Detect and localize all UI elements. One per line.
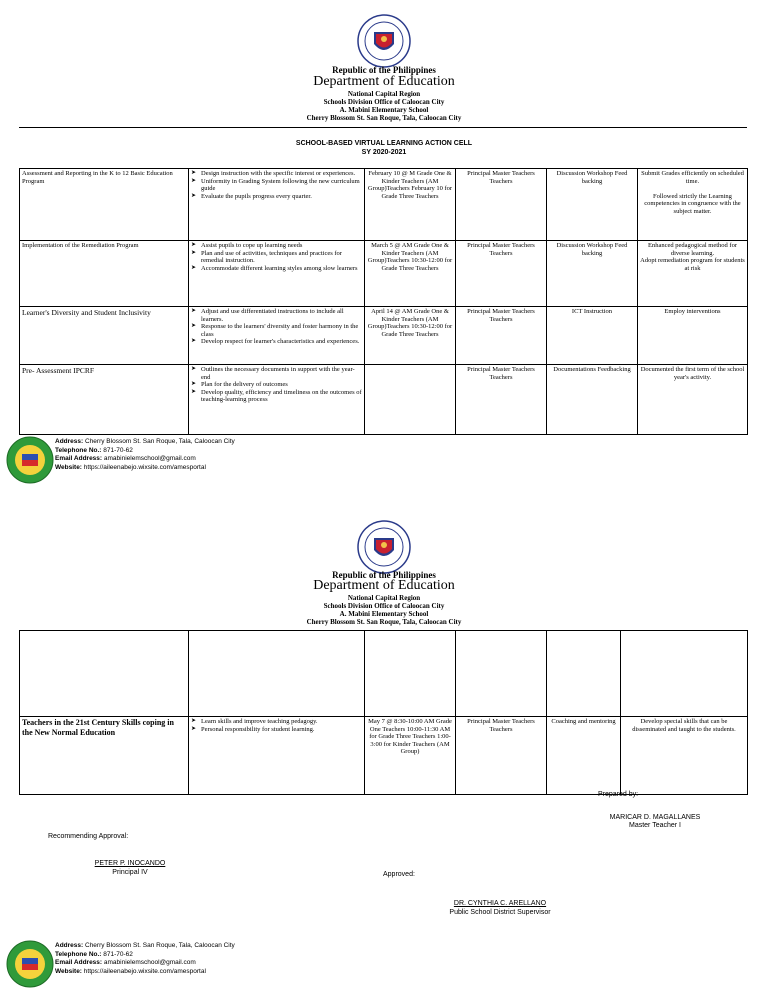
persons-cell: Principal Master Teachers Teachers [456,717,547,795]
empty-cell [547,631,621,717]
prepared-label: Prepared by: [598,791,639,798]
strategy-cell: Discussion Workshop Feed backing [547,241,638,307]
header-divider [19,127,747,128]
page-footer [6,940,406,992]
footer-phone: Telephone No.: 871-70-62 [55,950,133,958]
action-plan-table [19,630,748,795]
persons-cell: Principal Master Teachers Teachers [456,365,547,435]
strategy-cell: Coaching and mentoring [547,717,621,795]
schedule-cell [365,365,456,435]
strategy-cell: Documentations Feedbacking [547,365,638,435]
deped-seal-icon [357,520,411,574]
objective-item: ➤ Develop quality, efficiency and timeliness on the outcomes of teaching-learning process [201,389,362,404]
header-department: Department of Education [313,578,455,593]
topic-cell: Learner's Diversity and Student Inclusivity [20,307,189,365]
school-logo-icon [6,940,54,988]
recommending-label: Recommending Approval: [48,833,129,840]
header-school: A. Mabini Elementary School [339,106,429,114]
objective-item: ➤ Outlines the necessary documents in support with the year-end [201,366,362,381]
table-row [20,631,748,717]
objectives-cell [189,717,365,795]
outcome-cell: Documented the first term of the school year's activity. [638,365,748,435]
recommending-name: PETER P. INOCANDO [94,860,166,867]
table-row [20,307,748,365]
empty-cell [365,631,456,717]
objectives-cell [189,365,365,435]
objective-item: ➤ Develop respect for learner's characteristics and experiences. [201,338,362,346]
outcome-cell: Enhanced pedagogical method for diverse learning. Adopt remediation program for students at risk [638,241,748,307]
deped-seal-icon [357,14,411,68]
table-row [20,717,748,795]
header-division: Schools Division Office of Caloocan City [323,602,445,610]
strategy-cell: Discussion Workshop Feed backing [547,169,638,241]
objective-item: ➤ Uniformity in Grading System following the new curriculum guide [201,178,362,193]
school-year: SY 2020-2021 [361,149,407,156]
topic-cell: Implementation of the Remediation Program [20,241,189,307]
header-school: A. Mabini Elementary School [339,610,429,618]
approved-label: Approved: [383,871,415,878]
footer-email[interactable]: Email Address: amabinielemschool@gmail.com [55,959,196,966]
objectives-cell [189,169,365,241]
footer-email[interactable]: Email Address: amabinielemschool@gmail.com [55,455,196,462]
outcome-cell: Submit Grades efficiently on scheduled time. Followed strictly the Learning competencies in congruence with the subject matter. [638,169,748,241]
empty-cell [456,631,547,717]
prepared-name: MARICAR D. MAGALLANES [609,814,701,821]
objective-item: ➤ Evaluate the pupils progress every quarter. [201,193,362,201]
persons-cell: Principal Master Teachers Teachers [456,307,547,365]
empty-cell [20,631,189,717]
empty-cell [621,631,748,717]
persons-cell: Principal Master Teachers Teachers [456,169,547,241]
approved-name: DR. CYNTHIA C. ARELLANO [453,900,547,907]
header-republic: Republic of the Philippines [332,570,436,580]
objectives-cell [189,307,365,365]
footer-address: Address: Cherry Blossom St. San Roque, Tala, Caloocan City [55,438,235,445]
objective-item: ➤ Adjust and use differentiated instructions to include all learners. [201,308,362,323]
schedule-cell: February 10 @ M Grade One & Kinder Teachers (AM Group)Teachers February 10 for Grade Three Teachers [365,169,456,241]
persons-cell: Principal Master Teachers Teachers [456,241,547,307]
objective-item: ➤ Plan for the delivery of outcomes [201,381,362,389]
footer-website[interactable]: Website: https://aileenabejo.wixsite.com/amesportal [55,967,206,975]
objectives-cell [189,241,365,307]
school-logo-icon [6,436,54,484]
page-footer [6,436,406,488]
recommending-title: Principal IV [112,869,148,876]
objective-item: ➤ Response to the learners' diversity and foster harmony in the class [201,323,362,338]
header-street: Cherry Blossom St. San Roque, Tala, Caloocan City [306,114,462,122]
schedule-cell: March 5 @ AM Grade One & Kinder Teachers (AM Group)Teachers 10:30-12:00 for Grade Three Teachers [365,241,456,307]
header-division: Schools Division Office of Caloocan City [323,98,445,106]
objective-item: ➤ Personal responsibility for student learning. [201,726,362,734]
table-row [20,365,748,435]
objective-item: ➤ Design instruction with the specific interest or experiences. [201,170,362,178]
footer-phone: Telephone No.: 871-70-62 [55,446,133,454]
approved-title: Public School District Supervisor [449,909,551,916]
schedule-cell: April 14 @ AM Grade One & Kinder Teachers (AM Group)Teachers 10:30-12:00 for Grade Three Teachers [365,307,456,365]
header-street: Cherry Blossom St. San Roque, Tala, Caloocan City [306,618,462,626]
empty-cell [189,631,365,717]
footer-website[interactable]: Website: https://aileenabejo.wixsite.com/amesportal [55,463,206,471]
header-department: Department of Education [313,74,455,89]
header-republic: Republic of the Philippines [332,65,436,75]
objective-item: ➤ Assist pupils to cope up learning needs [201,242,362,250]
schedule-cell: May 7 @ 8:30-10:00 AM Grade One Teachers 10:00-11:30 AM for Grade Three Teachers 1:00-3:00 for Kinder Teachers (AM Group) [365,717,456,795]
objective-item: ➤ Plan and use of activities, techniques and practices for remedial instruction. [201,250,362,265]
document-title: SCHOOL-BASED VIRTUAL LEARNING ACTION CELL [295,140,473,147]
header-region: National Capital Region [347,594,421,602]
topic-cell: Assessment and Reporting in the K to 12 Basic Education Program [20,169,189,241]
topic-cell: Teachers in the 21st Century Skills coping in the New Normal Education [20,717,189,795]
table-row [20,241,748,307]
table-row [20,169,748,241]
objective-item: ➤ Learn skills and improve teaching pedagogy. [201,718,362,726]
objective-item: ➤ Accommodate different learning styles among slow learners [201,265,362,273]
action-plan-table [19,168,748,435]
outcome-cell: Develop special skills that can be disseminated and taught to the students. [621,717,748,795]
topic-cell: Pre- Assessment IPCRF [20,365,189,435]
prepared-title: Master Teacher I [628,822,681,829]
outcome-cell: Employ interventions [638,307,748,365]
header-region: National Capital Region [347,90,421,98]
footer-address: Address: Cherry Blossom St. San Roque, Tala, Caloocan City [55,942,235,949]
strategy-cell: ICT Instruction [547,307,638,365]
